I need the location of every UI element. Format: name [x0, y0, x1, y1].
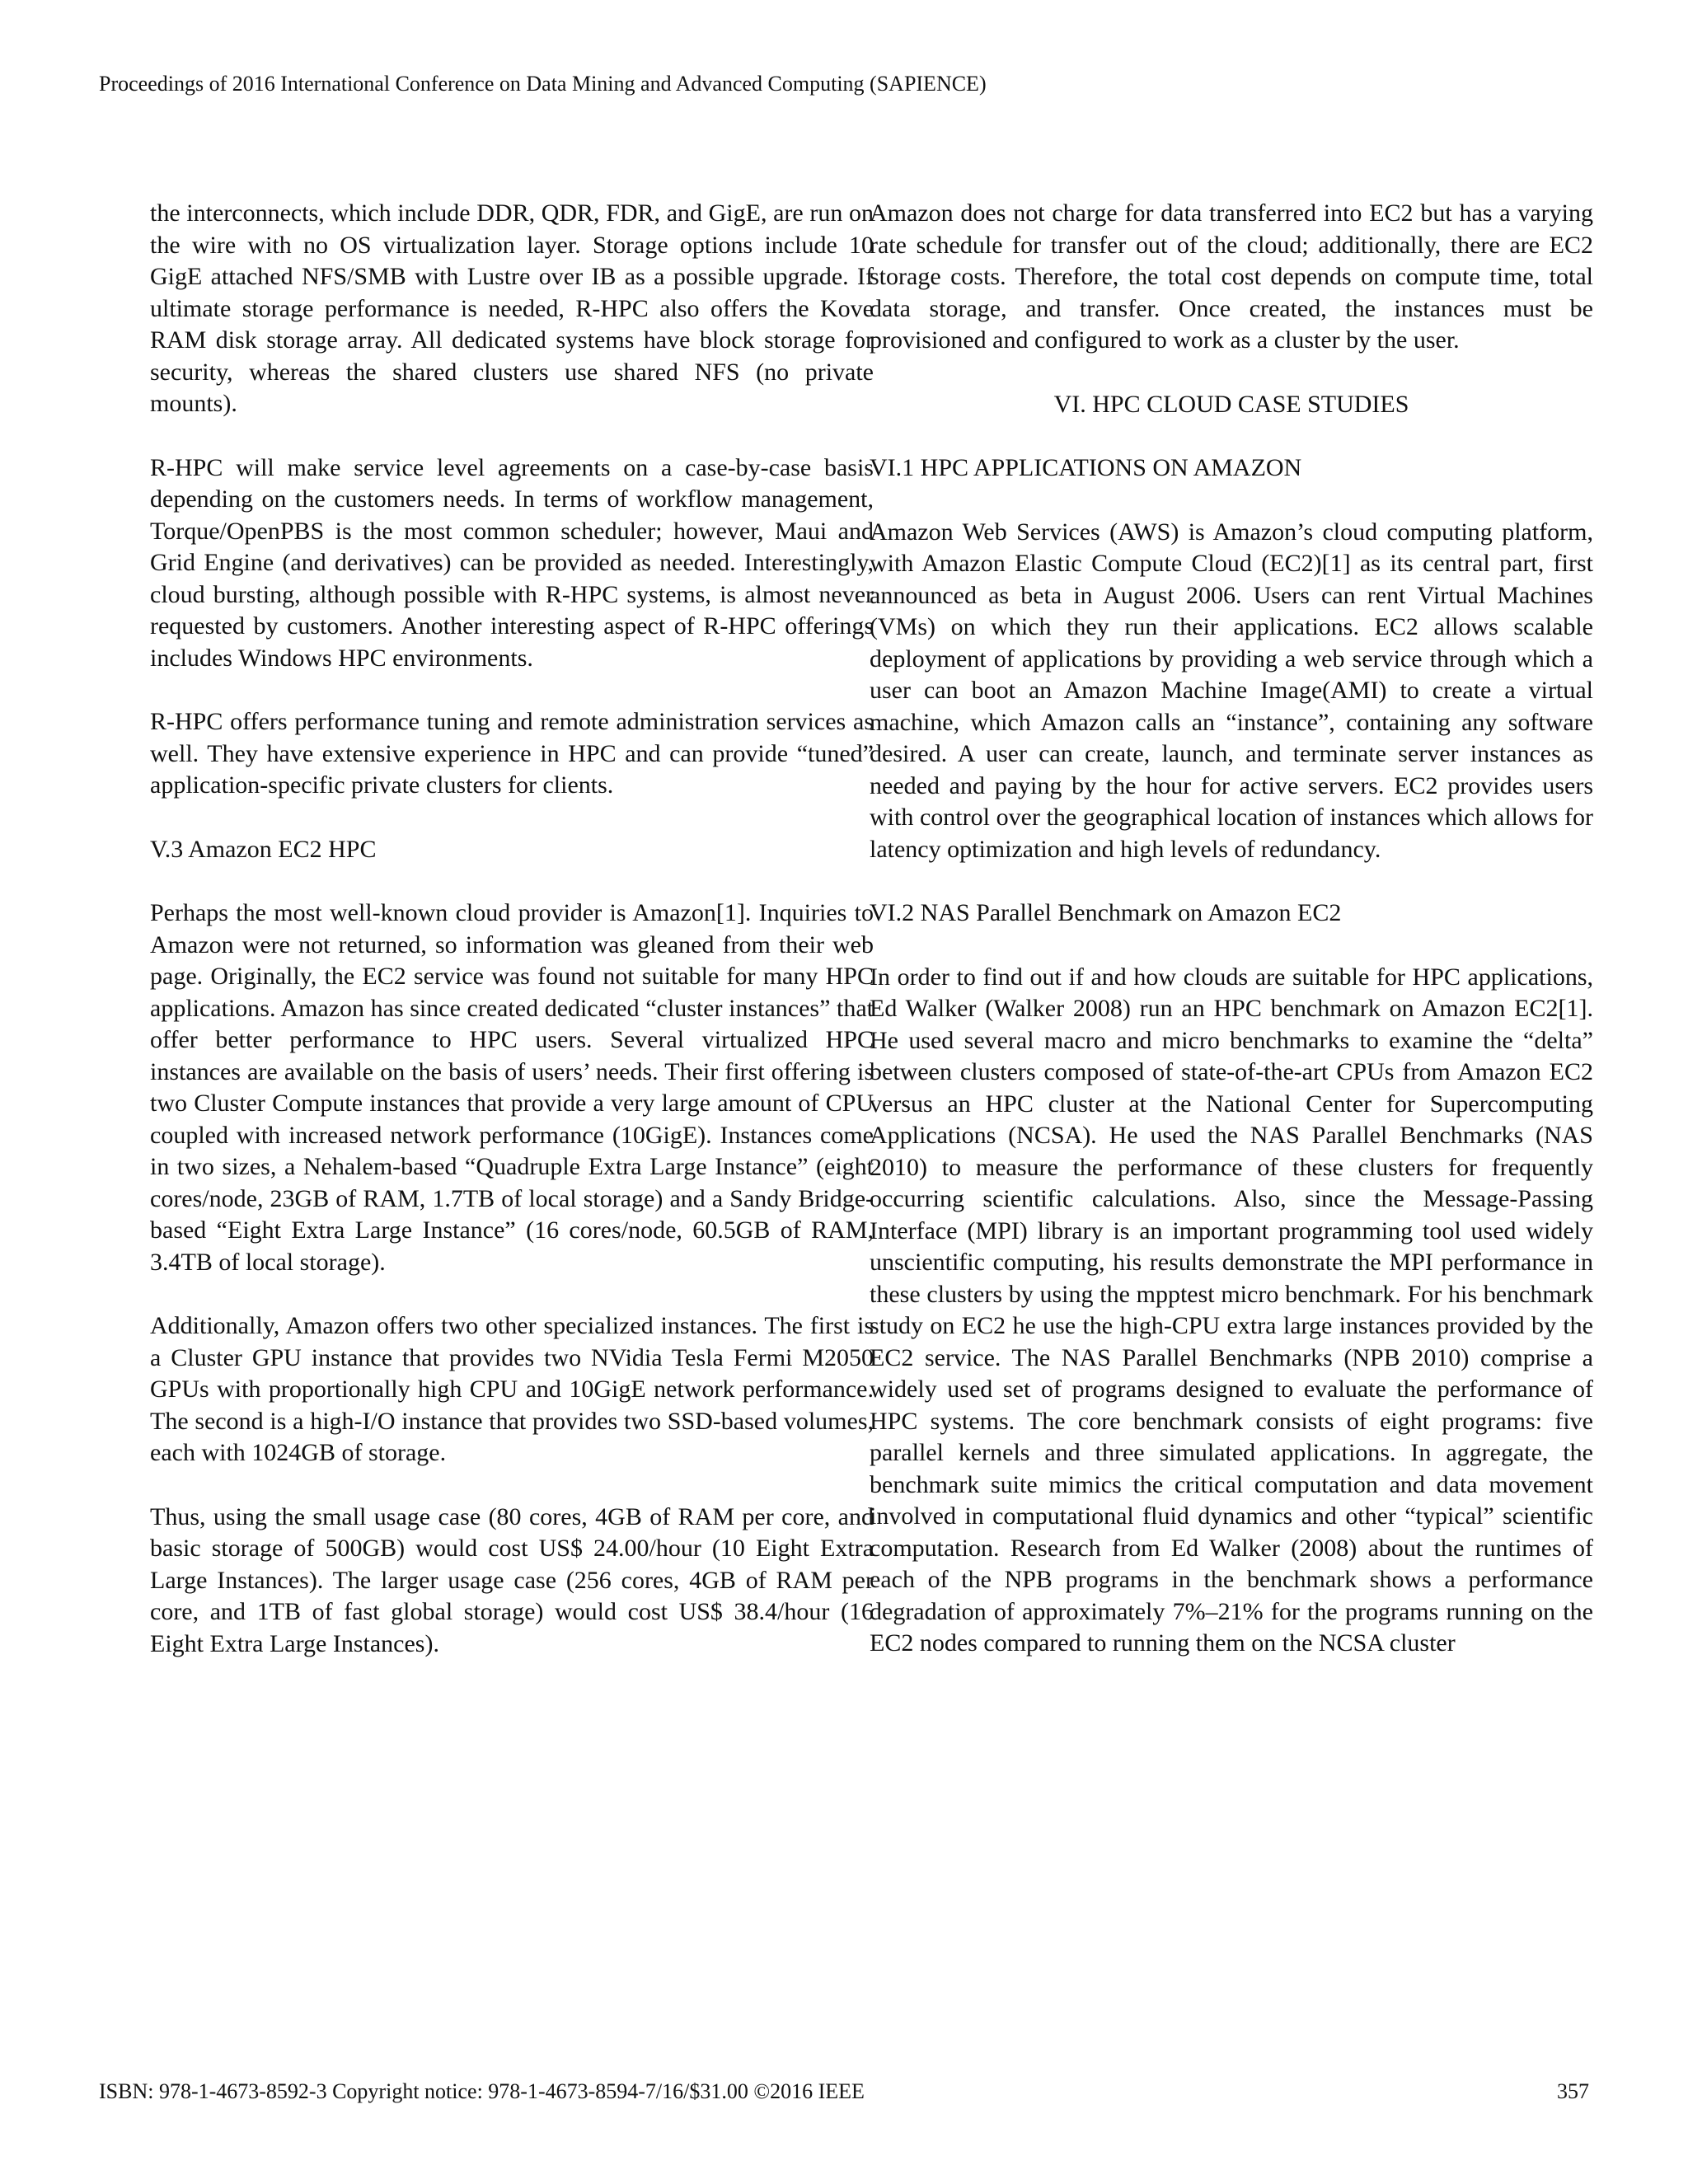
paragraph: Perhaps the most well-known cloud provider is Amazon[1]. Inquiries to Amazon were not returned, so information was gleaned from their web page. Originally, the EC2 service was found not suitable for many HPC applications. Amazon has since created dedicated “cluster instances” that offer better performance to HPC users. Several virtualized HPC instances are available on the basis of users’ needs. Their first offering is two Cluster Compute instances that provide a very large amount of CPU coupled with increased network performance (10GigE). Instances come in two sizes, a Nehalem-based “Quadruple Extra Large Instance” (eight cores/node, 23GB of RAM, 1.7TB of local storage) and a Sandy Bridge-based “Eight Extra Large Instance” (16 cores/node, 60.5GB of RAM, 3.4TB of local storage). — [150, 899, 874, 1276]
subsection-heading-vi1: VI.1 HPC APPLICATIONS ON AMAZON — [870, 454, 1302, 481]
paragraph: In order to find out if and how clouds are suitable for HPC applications, Ed Walker (Walker 2008) run an HPC benchmark on Amazon EC2[1]. He used several macro and micro benchmarks to examine the “delta” between clusters composed of state-of-the-art CPUs from Amazon EC2 versus an HPC cluster at the National Center for Supercomputing Applications (NCSA). He used the NAS Parallel Benchmarks (NAS 2010) to measure the performance of these clusters for frequently occurring scientific calculations. Also, since the Message-Passing Interface (MPI) library is an important programming tool used widely unscientific computing, his results demonstrate the MPI performance in these clusters by using the mpptest micro benchmark. For his benchmark study on EC2 he use the high-CPU extra large instances provided by the EC2 service. The NAS Parallel Benchmarks (NPB 2010) comprise a widely used set of programs designed to evaluate the performance of HPC systems. The core benchmark consists of eight programs: five parallel kernels and three simulated applications. In aggregate, the benchmark suite mimics the critical computation and data movement involved in computational fluid dynamics and other “typical” scientific computation. Research from Ed Walker (2008) about the runtimes of each of the NPB programs in the benchmark shows a performance degradation of approximately 7%–21% for the programs running on the EC2 nodes compared to running them on the NCSA cluster — [870, 963, 1593, 1657]
subsection-heading-v3: V.3 Amazon EC2 HPC — [150, 835, 377, 863]
paragraph: the interconnects, which include DDR, QDR, FDR, and GigE, are run on the wire with no OS virtualization layer. Storage options include 10 GigE attached NFS/SMB with Lustre over IB as a possible upgrade. If ultimate storage performance is needed, R-HPC also offers the Kove RAM disk storage array. All dedicated systems have block storage for security, whereas the shared clusters use shared NFS (no private mounts). — [150, 199, 874, 417]
paragraph: R-HPC offers performance tuning and remote administration services as well. They have extensive experience in HPC and can provide “tuned” application-specific private clusters for clients. — [150, 708, 874, 799]
section-title-vi: VI. HPC CLOUD CASE STUDIES — [1053, 390, 1409, 418]
paragraph: R-HPC will make service level agreements on a case-by-case basis depending on the customers needs. In terms of workflow management, Torque/OpenPBS is the most common scheduler; however, Maui and Grid Engine (and derivatives) can be provided as needed. Interestingly, cloud bursting, although possible with R-HPC systems, is almost never requested by customers. Another interesting aspect of R-HPC offerings includes Windows HPC environments. — [150, 453, 874, 672]
footer-copyright: ISBN: 978-1-4673-8592-3 Copyright notice: 978-1-4673-8594-7/16/$31.00 ©2016 IEEE — [99, 2079, 865, 2103]
subsection-heading-vi2: VI.2 NAS Parallel Benchmark on Amazon EC2 — [870, 899, 1342, 926]
page-number: 357 — [1557, 2079, 1589, 2103]
running-header: Proceedings of 2016 International Conference on Data Mining and Advanced Computing (SAPIENCE) — [99, 72, 987, 96]
paragraph: Amazon does not charge for data transferred into EC2 but has a varying rate schedule for transfer out of the cloud; additionally, there are EC2 storage costs. Therefore, the total cost depends on compute time, total data storage, and transfer. Once created, the instances must be provisioned and configured to work as a cluster by the user. — [870, 199, 1593, 354]
left-column — [150, 198, 874, 1692]
paragraph: Thus, using the small usage case (80 cores, 4GB of RAM per core, and basic storage of 500GB) would cost US$ 24.00/hour (10 Eight Extra Large Instances). The larger usage case (256 cores, 4GB of RAM per core, and 1TB of fast global storage) would cost US$ 38.4/hour (16 Eight Extra Large Instances). — [150, 1502, 874, 1657]
paragraph: Amazon Web Services (AWS) is Amazon’s cloud computing platform, with Amazon Elastic Compute Cloud (EC2)[1] as its central part, first announced as beta in August 2006. Users can rent Virtual Machines (VMs) on which they run their applications. EC2 allows scalable deployment of applications by providing a web service through which a user can boot an Amazon Machine Image(AMI) to create a virtual machine, which Amazon calls an “instance”, containing any software desired. A user can create, launch, and terminate server instances as needed and paying by the hour for active servers. EC2 provides users with control over the geographical location of instances which allows for latency optimization and high levels of redundancy. — [870, 518, 1593, 863]
right-column — [870, 198, 1593, 1692]
paragraph: Additionally, Amazon offers two other specialized instances. The first is a Cluster GPU instance that provides two NVidia Tesla Fermi M2050 GPUs with proportionally high CPU and 10GigE network performance. The second is a high-I/O instance that provides two SSD-based volumes, each with 1024GB of storage. — [150, 1312, 874, 1466]
